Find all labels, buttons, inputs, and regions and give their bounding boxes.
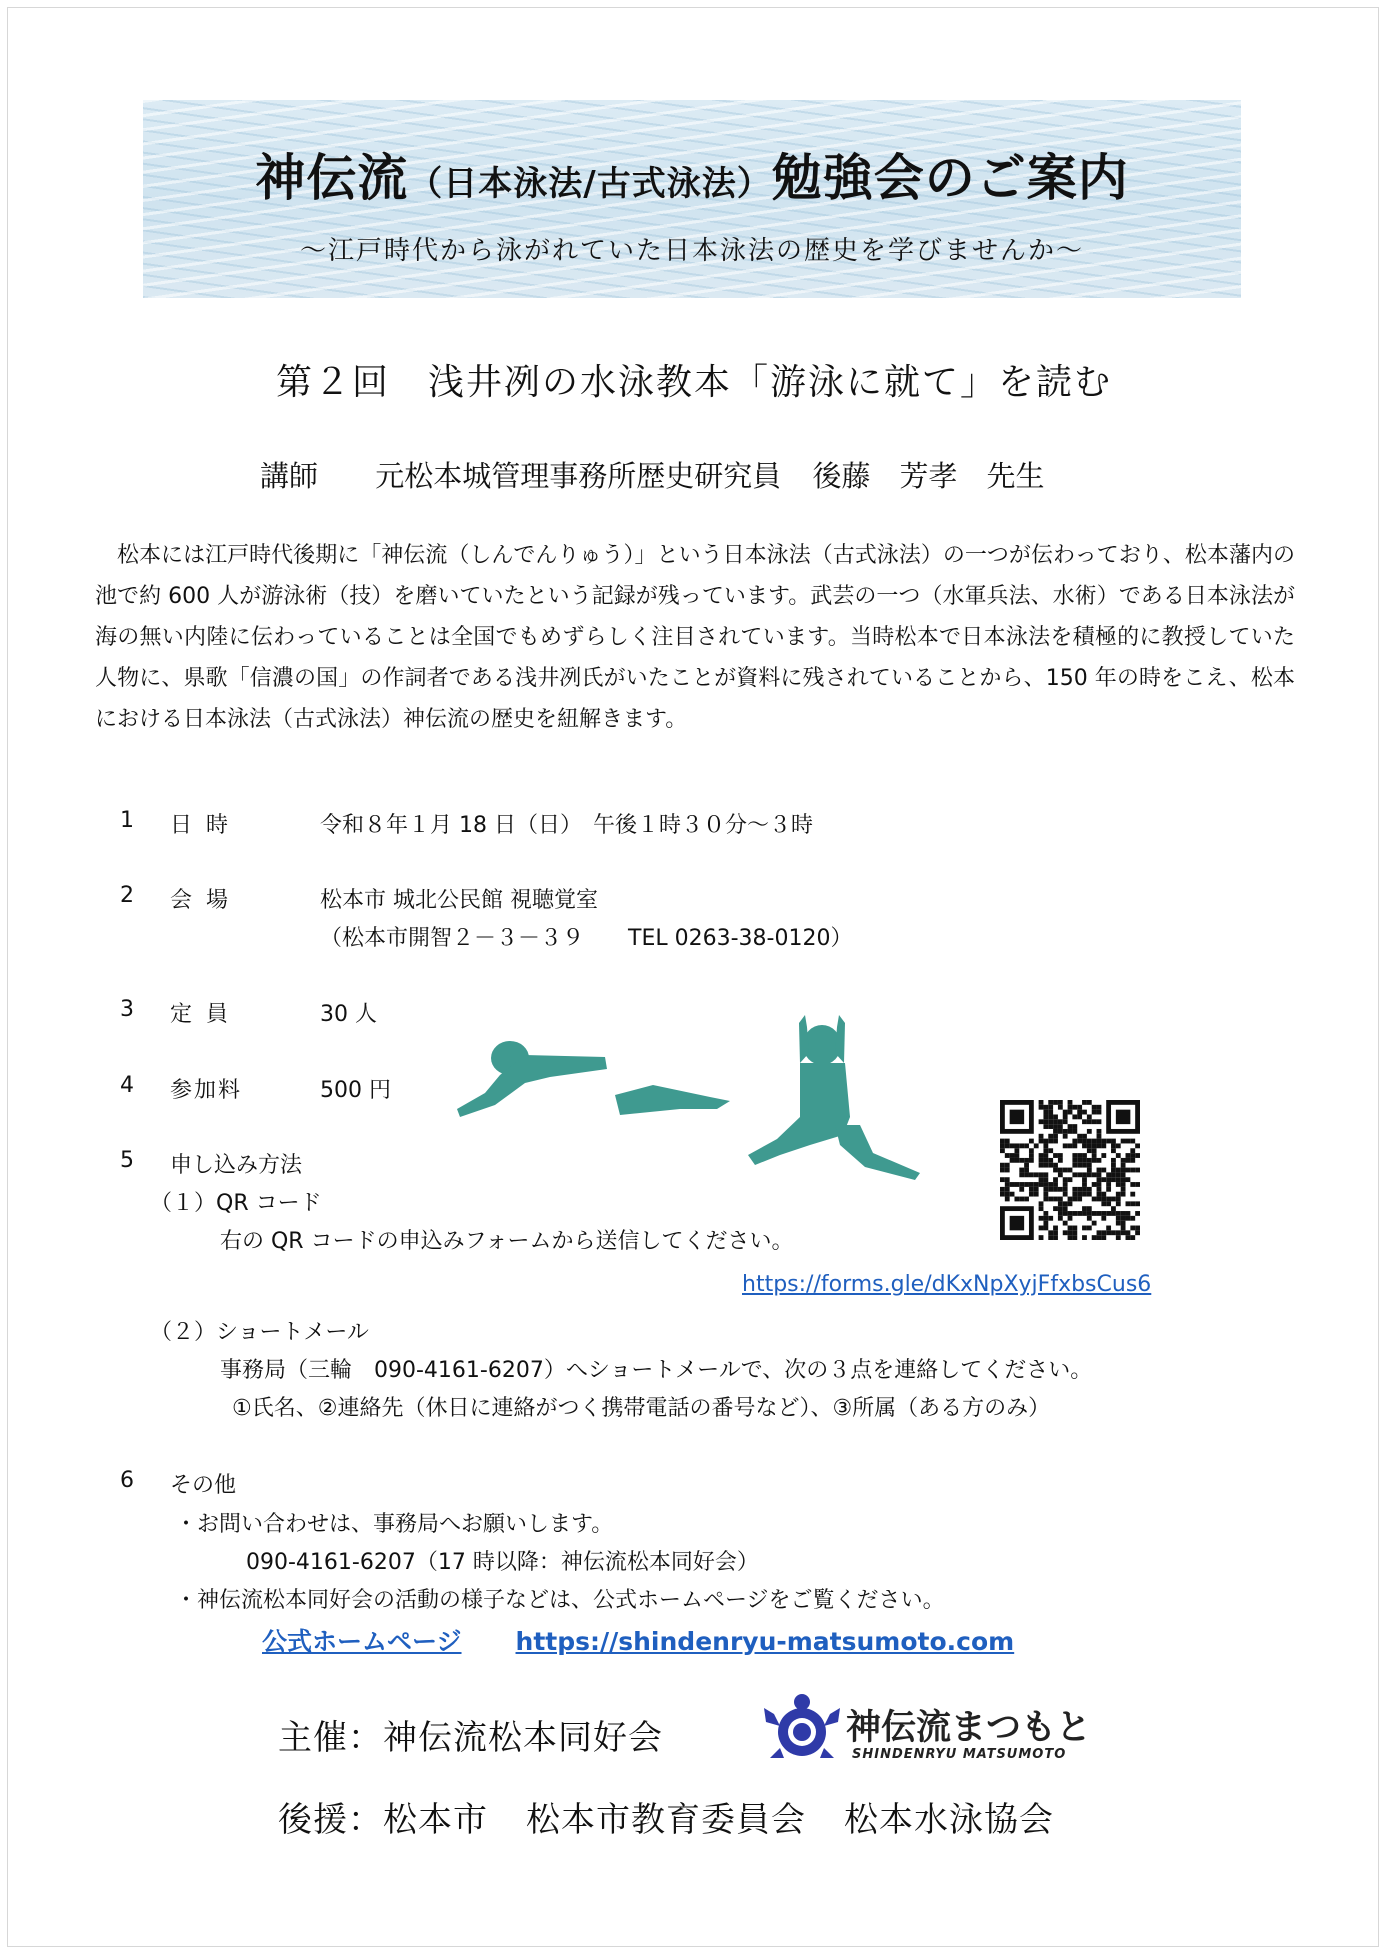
title-main: 神伝流 bbox=[255, 149, 409, 207]
contact-note: ・お問い合わせは、事務局へお願いします。 bbox=[175, 1512, 614, 1537]
item-label: 定員 bbox=[170, 1002, 243, 1027]
title-end: 勉強会のご案内 bbox=[771, 149, 1129, 207]
page-subtitle: ～江戸時代から泳がれていた日本泳法の歴史を学びませんか～ bbox=[299, 236, 1084, 266]
lecturer-affiliation: 元松本城管理事務所歴史研究員 bbox=[375, 459, 782, 493]
item-number: 2 bbox=[120, 883, 134, 908]
lecturer-line bbox=[260, 454, 1044, 495]
sms-instruction: 事務局（三輪 090-4161-6207）へショートメールで、次の３点を連絡してください。 bbox=[220, 1358, 1093, 1383]
item-number: 6 bbox=[120, 1468, 134, 1493]
item-value: 令和８年１月 18 日（日） 午後１時３０分～３時 bbox=[320, 813, 813, 838]
supporter: 松本水泳協会 bbox=[844, 1800, 1054, 1840]
item-value: 30 人 bbox=[320, 1002, 377, 1027]
swimmer-illustration bbox=[455, 1005, 930, 1180]
header-banner bbox=[143, 100, 1241, 298]
venue-address: （松本市開智２－３－３９ TEL 0263-38-0120） bbox=[320, 926, 853, 951]
sms-heading: （２）ショートメール bbox=[150, 1320, 369, 1345]
item-label: その他 bbox=[170, 1473, 237, 1498]
homepage-url: https://shindenryu-matsumoto.com bbox=[515, 1627, 1015, 1656]
page-title bbox=[143, 138, 1241, 210]
qr-code[interactable] bbox=[1000, 1100, 1140, 1240]
sms-items: ①氏名、②連絡先（休日に連絡がつく携帯電話の番号など）、③所属（ある方のみ） bbox=[232, 1396, 1051, 1421]
item-label: 会場 bbox=[170, 888, 243, 913]
turtle-logo-icon bbox=[762, 1692, 842, 1772]
logo-text: 神伝流まつもと bbox=[846, 1708, 1092, 1748]
qr-heading: （１）QR コード bbox=[150, 1191, 322, 1216]
homepage-label: 公式ホームページ bbox=[262, 1627, 462, 1656]
item-number: 5 bbox=[120, 1148, 134, 1173]
item-label: 日時 bbox=[170, 813, 243, 838]
item-number: 3 bbox=[120, 997, 134, 1022]
supporters-line bbox=[278, 1792, 1054, 1841]
homepage-link[interactable] bbox=[262, 1622, 1014, 1658]
form-url-link[interactable]: https://forms.gle/dKxNpXyjFfxbsCus6 bbox=[742, 1272, 1152, 1297]
supporter: 後援：松本市 bbox=[278, 1800, 488, 1840]
item-value: 松本市 城北公民館 視聴覚室 bbox=[320, 888, 598, 913]
item-label: 参加料 bbox=[170, 1078, 243, 1103]
item-number: 4 bbox=[120, 1073, 134, 1098]
title-paren: （日本泳法/古式泳法） bbox=[408, 164, 772, 204]
logo-subtext: SHINDENRYU MATSUMOTO bbox=[852, 1747, 1067, 1762]
item-value: 500 円 bbox=[320, 1078, 391, 1103]
lecturer-name: 後藤 芳孝 先生 bbox=[812, 459, 1045, 493]
lecture-title: 第２回 浅井冽の水泳教本「游泳に就て」を読む bbox=[275, 362, 1112, 403]
supporter: 松本市教育委員会 bbox=[526, 1800, 806, 1840]
contact-phone: 090-4161-6207（17 時以降：神伝流松本同好会） bbox=[246, 1550, 759, 1575]
lecturer-label: 講師 bbox=[260, 459, 319, 493]
item-number: 1 bbox=[120, 808, 134, 833]
qr-instruction: 右の QR コードの申込みフォームから送信してください。 bbox=[220, 1229, 794, 1254]
homepage-note: ・神伝流松本同好会の活動の様子などは、公式ホームページをご覧ください。 bbox=[175, 1588, 945, 1613]
organizer-line: 主催：神伝流松本同好会 bbox=[278, 1718, 663, 1758]
item-label: 申し込み方法 bbox=[170, 1153, 303, 1178]
intro-paragraph: 松本には江戸時代後期に「神伝流（しんでんりゅう）」という日本泳法（古式泳法）の一つが伝わっており、松本藩内の池で約 600 人が游泳術（技）を磨いていたという記録が残っています。武芸の一つ（水軍兵法、水術）である日本泳法が海の無い内陸に伝わっていることは全国でもめずらしく注目されています。当時松本で日本泳法を積極的に教授していた人物に、県歌「信濃の国」の作詞者である浅井冽氏がいたことが資料に残されていることから、150 年の時をこえ、松本における日本泳法（古式泳法）神伝流の歴史を紐解きます。 bbox=[95, 543, 1295, 732]
